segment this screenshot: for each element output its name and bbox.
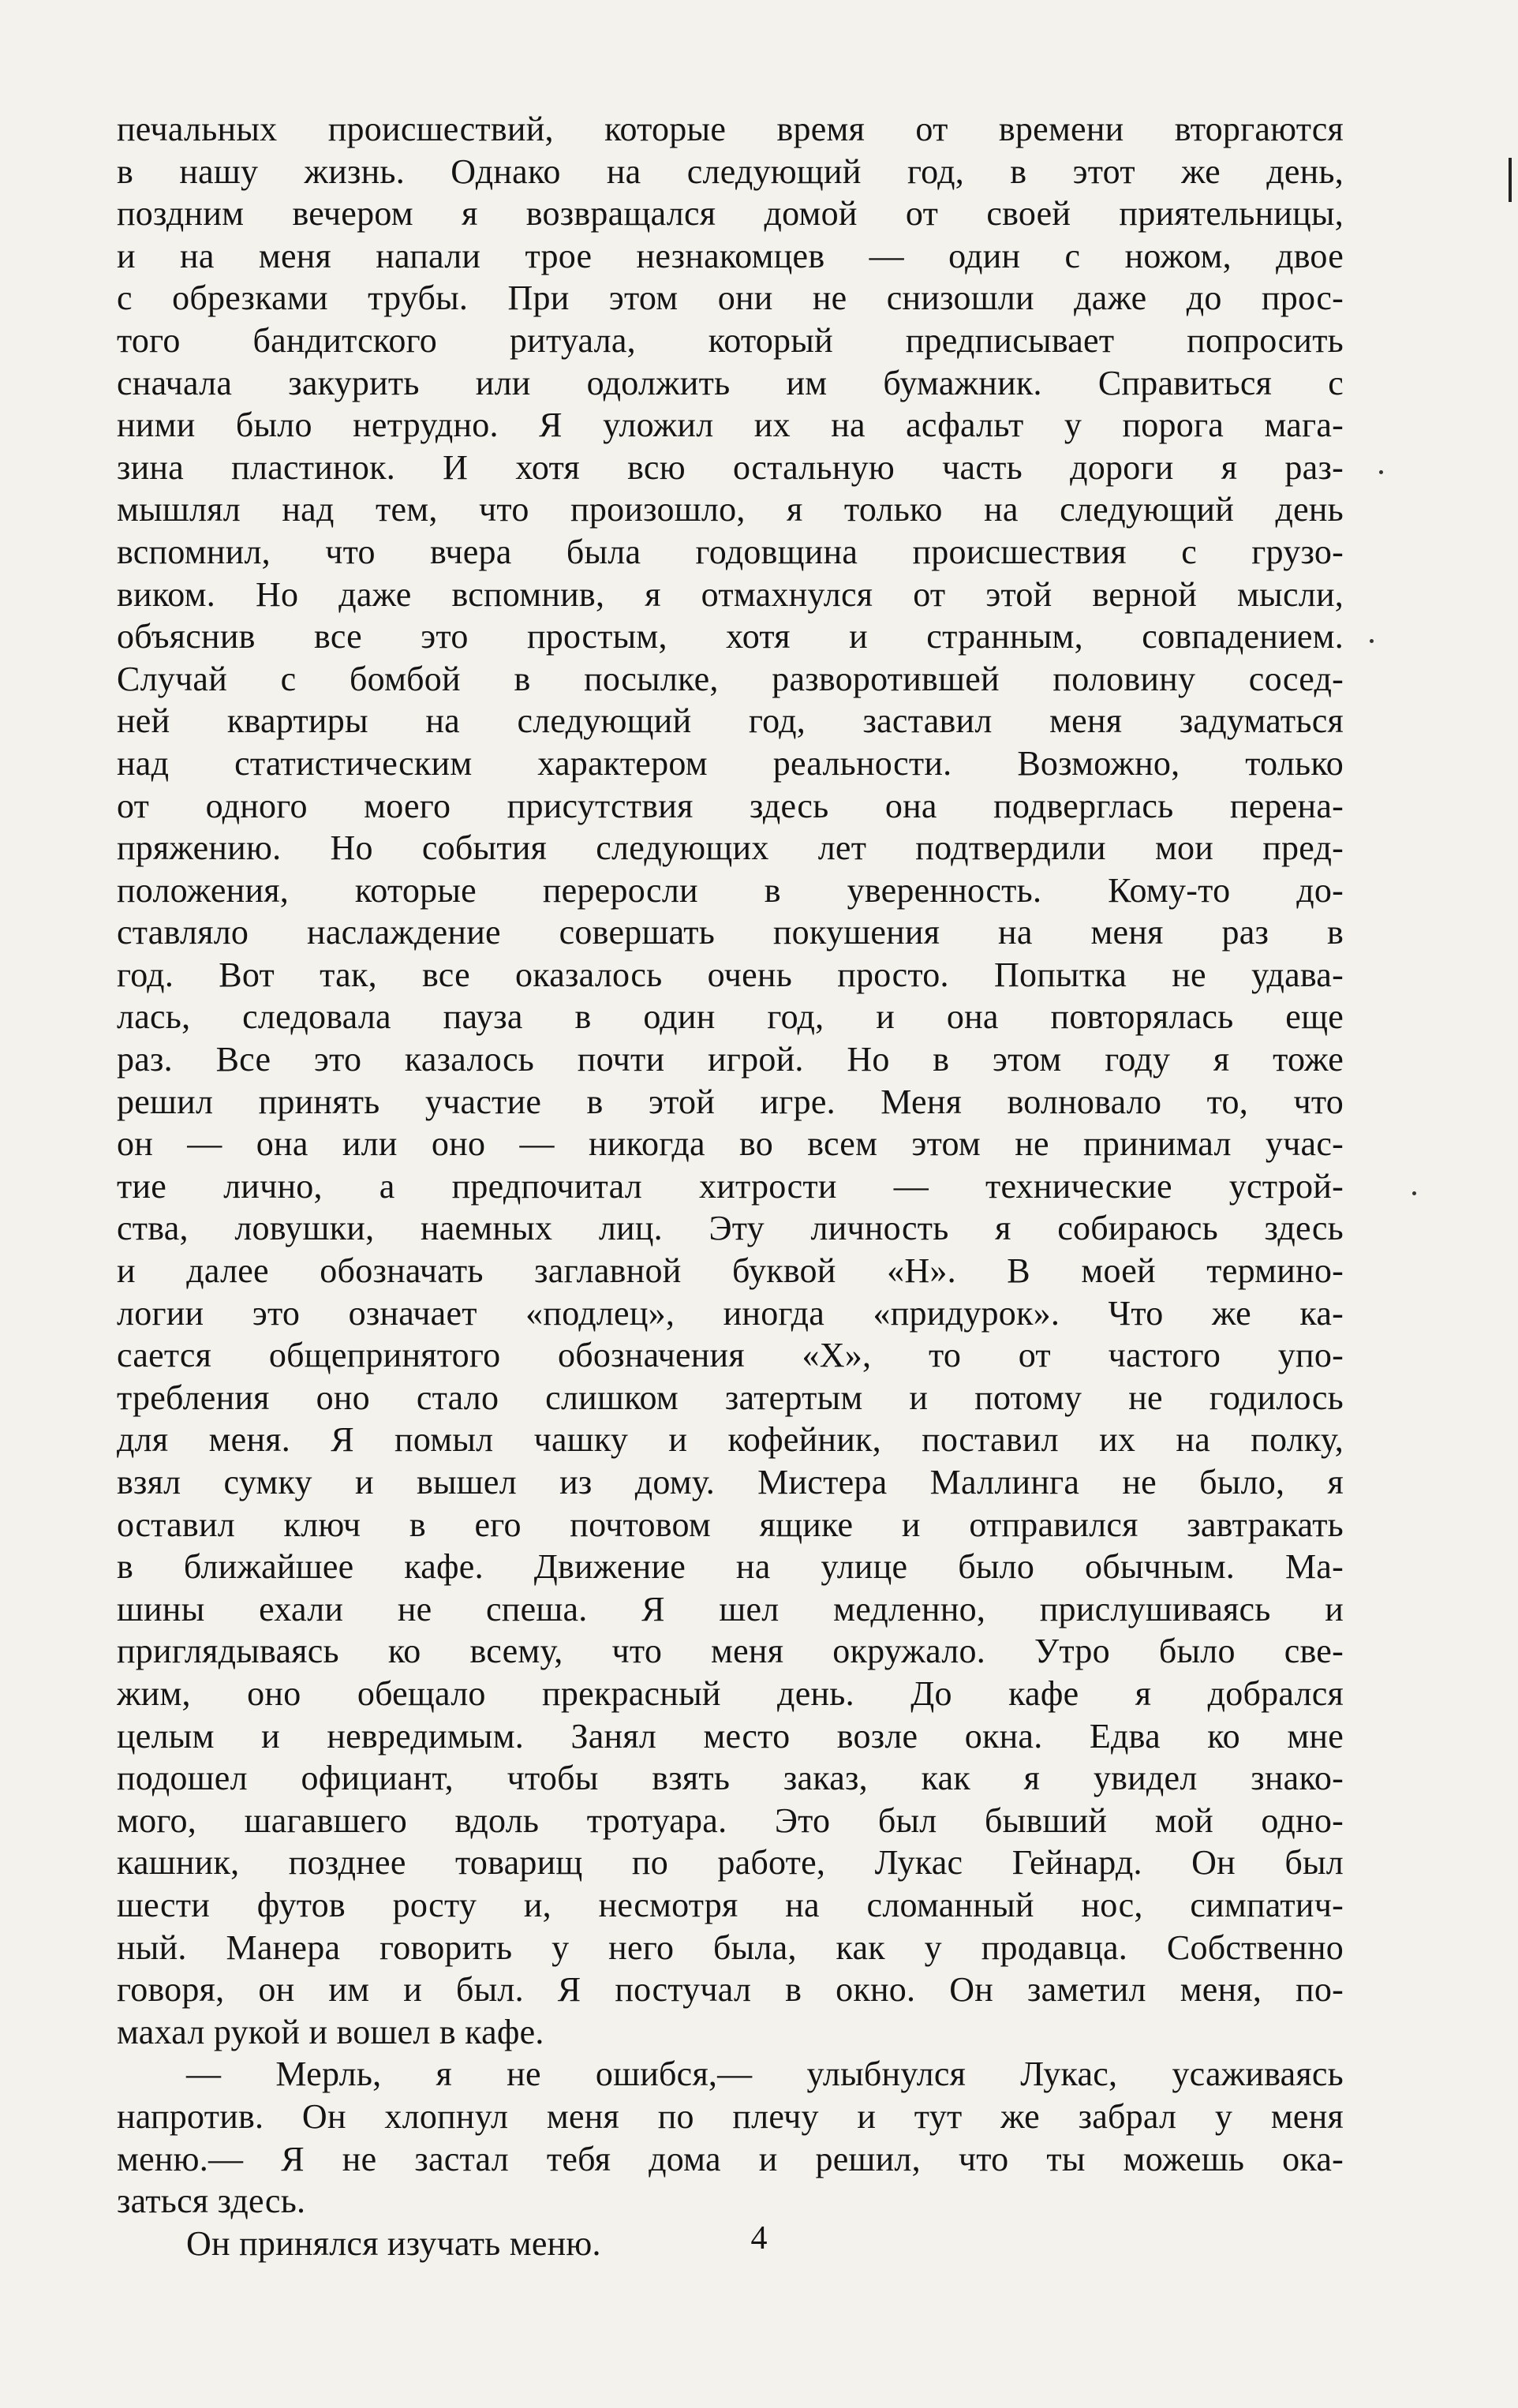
text-line: лась, следовала пауза в один год, и она повторялась еще	[117, 997, 1344, 1037]
text-line: говоря, он им и был. Я постучал в окно. Он заметил меня, по-	[117, 1970, 1344, 2010]
text-line: того бандитского ритуала, который предписывает попросить	[117, 320, 1344, 360]
text-line: с обрезками трубы. При этом они не снизошли даже до прос-	[117, 279, 1344, 318]
text-line: приглядываясь ко всему, что меня окружало. Утро было све-	[117, 1632, 1344, 1671]
text-line: год. Вот так, все оказалось очень просто. Попытка не удава-	[117, 955, 1344, 994]
text-line: в нашу жизнь. Однако на следующий год, в этот же день,	[117, 151, 1344, 191]
text-line: целым и невредимым. Занял место возле окна. Едва ко мне	[117, 1716, 1344, 1756]
text-line: заться здесь.	[117, 2182, 306, 2221]
text-line: раз. Все это казалось почти игрой. Но в этом году я тоже	[117, 1040, 1344, 1079]
text-line: ставляло наслаждение совершать покушения на меня раз в	[117, 913, 1344, 952]
text-line: от одного моего присутствия здесь она подверглась перена-	[117, 786, 1344, 825]
text-line: поздним вечером я возвращался домой от своей приятельницы,	[117, 194, 1344, 234]
text-line: меню.— Я не застал тебя дома и решил, что ты можешь ока-	[117, 2139, 1344, 2178]
text-line: ними было нетрудно. Я уложил их на асфальт у порога мага-	[117, 406, 1344, 445]
text-line: напротив. Он хлопнул меня по плечу и тут же забрал у меня	[117, 2096, 1344, 2136]
text-line: положения, которые переросли в уверенность. Кому-то до-	[117, 870, 1344, 910]
text-line: вспомнил, что вчера была годовщина происшествия с грузо-	[117, 532, 1344, 571]
text-line: ный. Манера говорить у него была, как у продавца. Собственно	[117, 1928, 1344, 1967]
text-line: решил принять участие в этой игре. Меня волновало то, что	[117, 1082, 1344, 1121]
text-line: шести футов росту и, несмотря на сломанный нос, симпатич-	[117, 1885, 1344, 1924]
text-line: Он принялся изучать меню.	[186, 2223, 601, 2263]
text-line: взял сумку и вышел из дому. Мистера Маллинга не было, я	[117, 1463, 1344, 1501]
text-line: требления оно стало слишком затертым и потому не годилось	[117, 1378, 1344, 1417]
text-line: ней квартиры на следующий год, заставил меня задуматься	[117, 701, 1344, 741]
text-line: пряжению. Но события следующих лет подтвердили мои пред-	[117, 828, 1344, 868]
text-line: кашник, позднее товарищ по работе, Лукас Гейнард. Он был	[117, 1843, 1344, 1883]
text-line: печальных происшествий, которые время от времени вторгаются	[117, 110, 1344, 148]
text-line: объяснив все это простым, хотя и странным, совпадением.	[117, 617, 1344, 656]
text-line: Случай с бомбой в посылке, разворотившей половину сосед-	[117, 659, 1344, 698]
text-line: подошел официант, чтобы взять заказ, как я увидел знако-	[117, 1759, 1344, 1798]
text-line: над статистическим характером реальности. Возможно, только	[117, 743, 1344, 783]
text-line: в ближайшее кафе. Движение на улице было обычным. Ма-	[117, 1547, 1344, 1587]
page-number: 4	[750, 2220, 768, 2257]
body-text	[117, 108, 1344, 2264]
text-line: зина пластинок. И хотя всю остальную часть дороги я раз-	[117, 447, 1344, 487]
text-line: сается общепринятого обозначения «Х», то от частого упо-	[117, 1336, 1344, 1375]
text-line: и на меня напали трое незнакомцев — один с ножом, двое	[117, 236, 1344, 275]
margin-mark	[1509, 158, 1512, 202]
text-line: он — она или оно — никогда во всем этом не принимал учас-	[117, 1124, 1344, 1164]
text-line: виком. Но даже вспомнив, я отмахнулся от этой верной мысли,	[117, 574, 1344, 614]
margin-dot	[1370, 639, 1374, 643]
text-line: логии это означает «подлец», иногда «придурок». Что же ка-	[117, 1293, 1344, 1333]
text-line: мого, шагавшего вдоль тротуара. Это был бывший мой одно-	[117, 1800, 1344, 1840]
text-line: мышлял над тем, что произошло, я только на следующий день	[117, 490, 1344, 529]
text-line: оставил ключ в его почтовом ящике и отправился завтракать	[117, 1505, 1344, 1544]
text-line: и далее обозначать заглавной буквой «Н». В моей термино-	[117, 1251, 1344, 1291]
text-line: шины ехали не спеша. Я шел медленно, прислушиваясь и	[117, 1589, 1344, 1628]
margin-dot	[1412, 1191, 1416, 1195]
text-line: жим, оно обещало прекрасный день. До кафе я добрался	[117, 1673, 1344, 1713]
text-line: махал рукой и вошел в кафе.	[117, 2012, 544, 2051]
text-line: ства, ловушки, наемных лиц. Эту личность я собираюсь здесь	[117, 1209, 1344, 1248]
margin-dot	[1379, 470, 1383, 474]
text-line: тие лично, а предпочитал хитрости — технические устрой-	[117, 1166, 1344, 1206]
text-line: сначала закурить или одолжить им бумажник. Справиться с	[117, 363, 1344, 402]
text-line: — Мерль, я не ошибся,— улыбнулся Лукас, усаживаясь	[186, 2055, 1344, 2094]
text-line: для меня. Я помыл чашку и кофейник, поставил их на полку,	[117, 1420, 1344, 1460]
